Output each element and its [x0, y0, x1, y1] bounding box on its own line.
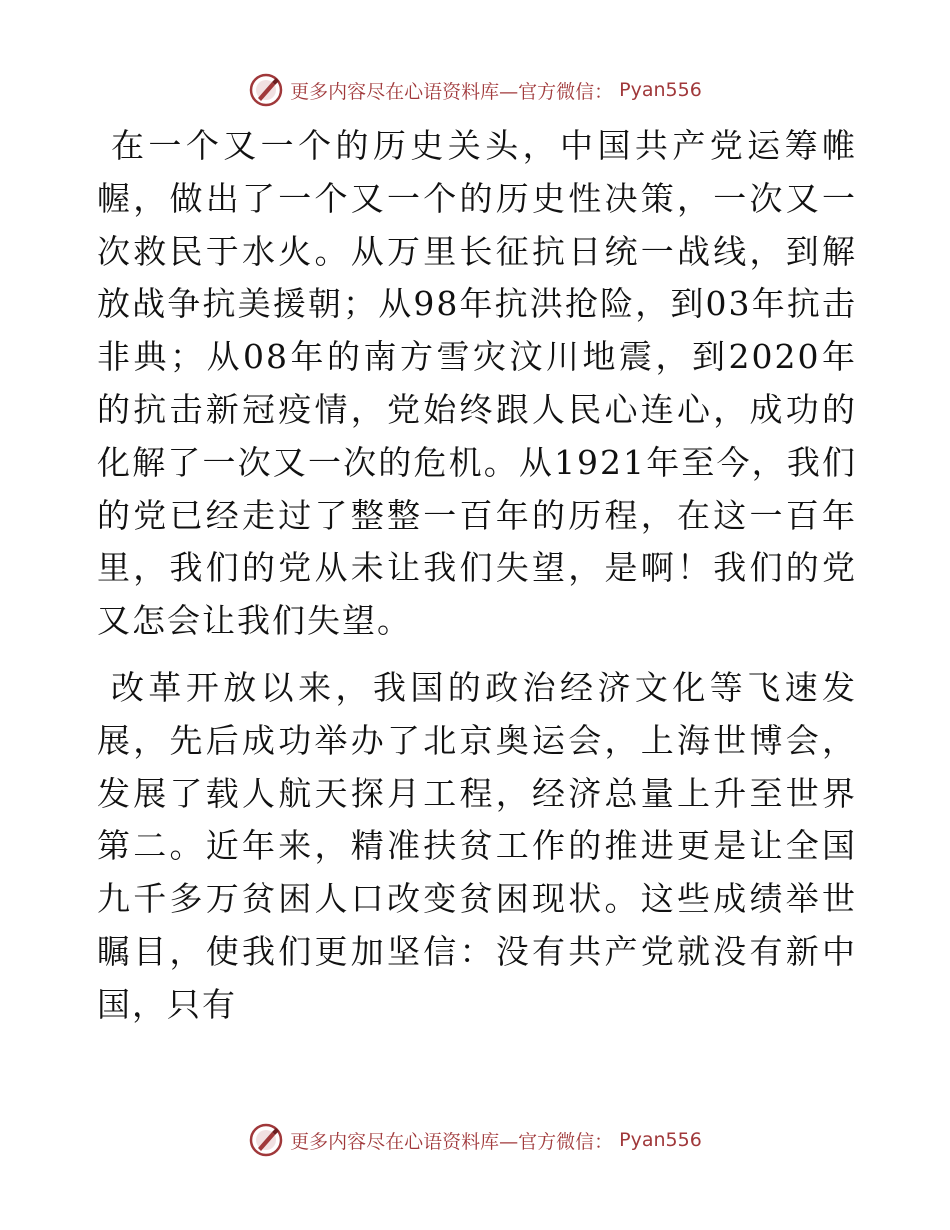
watermark-text: 更多内容尽在心语资料库—官方微信： — [290, 1130, 614, 1153]
watermark-wechat-id: Pyan556 — [619, 79, 702, 101]
watermark-text: 更多内容尽在心语资料库—官方微信： — [290, 80, 614, 103]
fountain-pen-seal-icon — [248, 72, 284, 108]
paragraph-2: 改革开放以来，我国的政治经济文化等飞速发展，先后成功举办了北京奥运会，上海世博会，发展了载人航天探月工程，经济总量上升至世界第二。近年来，精准扶贫工作的推进更是让全国九千多万贫困人口改变贫困现状。这些成绩举世瞩目，使我们更加坚信：没有共产党就没有新中国，只有 — [97, 667, 857, 1024]
watermark-wechat-id: Pyan556 — [619, 1129, 702, 1151]
document-body — [97, 120, 857, 1032]
footer-watermark — [0, 1120, 950, 1160]
paragraph-1: 在一个又一个的历史关头，中国共产党运筹帷幄，做出了一个又一个的历史性决策，一次又一次救民于水火。从万里长征抗日统一战线，到解放战争抗美援朝；从98年抗洪抢险，到03年抗击非典；从08年的南方雪灾汶川地震，到2020年的抗击新冠疫情，党始终跟人民心连心，成功的化解了一次又一次的危机。从1921年至今，我们的党已经走过了整整一百年的历程，在这一百年里，我们的党从未让我们失望，是啊！我们的党又怎会让我们失望。 — [97, 126, 857, 641]
fountain-pen-seal-icon — [248, 1122, 284, 1158]
header-watermark — [0, 70, 950, 110]
